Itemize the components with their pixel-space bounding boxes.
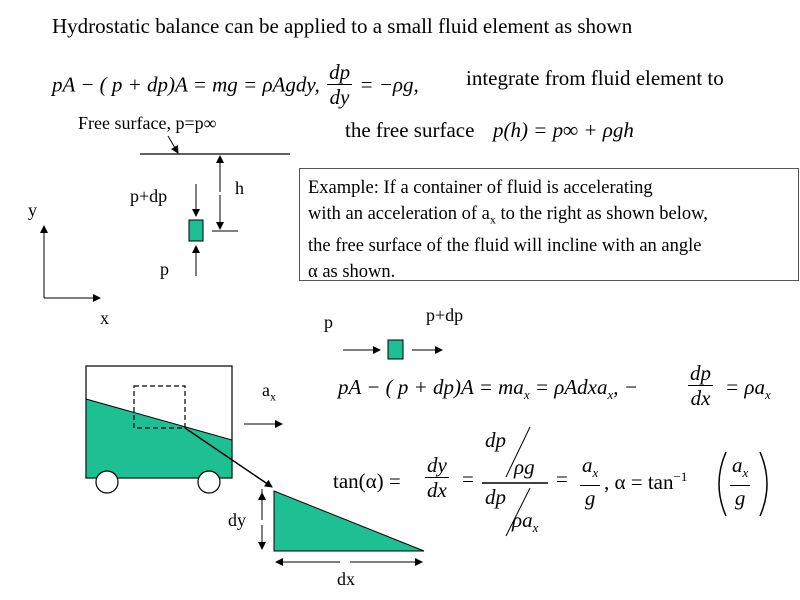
element-right-pressure-label: p+dp (426, 305, 464, 325)
eq4-equals-2: = (556, 467, 568, 491)
eq3-sep: , − (613, 375, 638, 399)
wheel-right (198, 471, 220, 493)
eq3-lhs: pA − ( p + dp)A = ma (338, 375, 524, 399)
eq4-frac3-den: g (584, 486, 596, 511)
eq3-mid-sub: x (607, 387, 614, 403)
eq4-frac2-den-top: dp (485, 485, 506, 509)
eq1-rhs: = −ρg, (359, 72, 419, 97)
eq1-tail: integrate from fluid element to (466, 66, 724, 90)
free-surface-label: Free surface, p=p∞ (78, 113, 217, 133)
example-line-2-end: to the right as shown below, (495, 204, 708, 224)
eq3-frac-den: dx (690, 386, 711, 410)
acceleration-sub: x (270, 389, 276, 404)
fluid-element (189, 220, 203, 241)
eq4-frac2-num-bot: ρg (514, 455, 535, 479)
acceleration-symbol: a (262, 380, 270, 400)
eq3-rhs-text: = ρa (725, 375, 766, 399)
x-axis-label: x (100, 308, 109, 328)
eq2-formula: p(h) = p∞ + ρgh (493, 118, 634, 142)
eq3-mid: = ρAdxa (529, 375, 608, 399)
eq4-alpha-eq-text: , α = tan (604, 470, 674, 494)
slope-triangle (274, 491, 424, 551)
bottom-pressure-label: p (160, 259, 169, 279)
eq4-num-slash (506, 427, 530, 477)
eq4-equals-1: = (462, 467, 474, 491)
y-axis-label: y (28, 200, 37, 220)
top-pressure-label: p+dp (130, 186, 168, 206)
eq4-frac4-den: g (734, 486, 746, 511)
depth-h-label: h (235, 178, 244, 198)
eq4-frac4-num-sub: x (742, 465, 749, 481)
element-left-pressure-label: p (324, 312, 333, 332)
eq1-lhs: pA − ( p + dp)A = mg = ρAgdy, (52, 72, 320, 97)
eq4-frac2-den-sub: x (532, 520, 539, 536)
example-line-4: α as shown. (308, 261, 396, 282)
example-line-2-sub: x (489, 212, 496, 227)
eq1-frac-num: dp (329, 60, 351, 84)
eq3-frac-num: dp (690, 361, 711, 385)
moving-fluid-element (388, 340, 403, 359)
dy-label: dy (228, 510, 246, 530)
eq4-frac4-num: a (732, 453, 743, 477)
eq3-rhs-sub: x (765, 387, 771, 403)
eq4-right-paren (760, 452, 767, 516)
eq4-tan-text: tan(α) = (333, 469, 401, 493)
eq4-den-slash (506, 488, 530, 536)
page-title: Hydrostatic balance can be applied to a small fluid element as shown (52, 14, 633, 38)
eq4-frac1-den: dx (427, 478, 447, 502)
eq2-text: the free surface (345, 118, 475, 142)
eq4-frac2-num-top: dp (485, 428, 506, 452)
wheel-left (96, 471, 118, 493)
eq3-lhs-sub: x (523, 387, 530, 403)
example-line-3: the free surface of the fluid will incline with an angle (308, 235, 702, 256)
eq4-frac1-num: dy (427, 453, 447, 477)
example-line-1: Example: If a container of fluid is accelerating (308, 178, 653, 198)
eq1-frac-den: dy (329, 85, 350, 109)
eq4-frac3-num: a (582, 453, 593, 477)
dx-label: dx (337, 569, 355, 589)
eq4-inverse-sup: −1 (673, 469, 688, 484)
free-surface-pointer (168, 136, 178, 153)
eq4-frac2-den-bot-text: ρa (512, 508, 533, 532)
example-line-2-start: with an acceleration of a (308, 204, 490, 224)
eq4-left-paren (719, 452, 726, 516)
eq4-frac3-num-sub: x (592, 465, 599, 481)
